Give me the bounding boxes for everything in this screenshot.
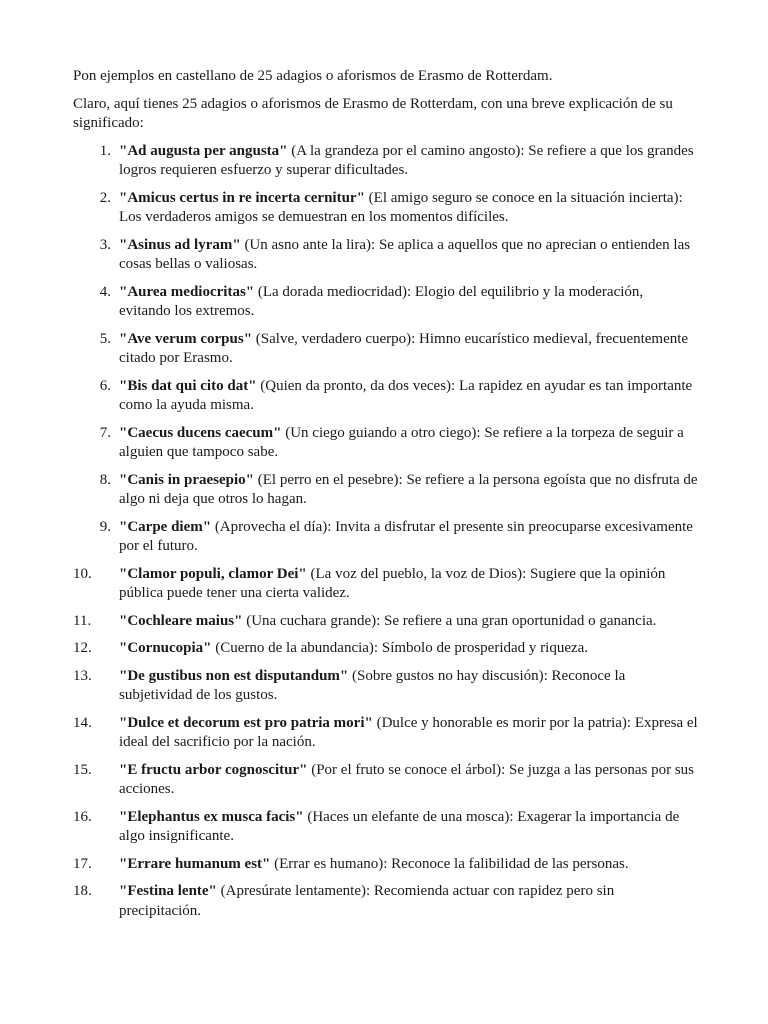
adage-latin-term: "Festina lente" bbox=[119, 883, 217, 899]
adage-latin-term: "Cochleare maius" bbox=[119, 612, 243, 629]
list-item bbox=[73, 236, 698, 275]
list-item bbox=[73, 761, 698, 800]
user-question: Pon ejemplos en castellano de 25 adagios o aforismos de Erasmo de Rotterdam. bbox=[73, 68, 553, 84]
list-item bbox=[73, 565, 698, 604]
adage-explanation: (A la grandeza por el camino angosto): Se refiere a que los grandes logros requieren esfuerzo y superar dificultades. bbox=[119, 142, 694, 178]
list-item bbox=[73, 330, 698, 369]
adage-latin-term: "De gustibus non est disputandum" bbox=[119, 667, 349, 684]
list-item-number: 16. bbox=[73, 808, 92, 825]
adage-latin-term: "Clamor populi, clamor Dei" bbox=[119, 565, 307, 582]
list-item-number: 12. bbox=[73, 640, 92, 656]
list-item-number: 11. bbox=[73, 612, 92, 629]
list-item bbox=[73, 471, 698, 510]
adage-explanation: (Haces un elefante de una mosca): Exagerar la importancia de algo insignificante. bbox=[119, 808, 680, 844]
adage-explanation: (Por el fruto se conoce el árbol): Se juzga a las personas por sus acciones. bbox=[119, 761, 695, 797]
list-item bbox=[73, 714, 698, 753]
adage-latin-term: "Elephantus ex musca facis" bbox=[119, 808, 304, 825]
adage-latin-term: "Cornucopia" bbox=[119, 640, 212, 656]
adage-explanation: (Cuerno de la abundancia): Símbolo de prosperidad y riqueza. bbox=[211, 640, 589, 656]
adage-explanation: (Salve, verdadero cuerpo): Himno eucarístico medieval, frecuentemente citado por Erasmo. bbox=[119, 330, 689, 366]
adage-latin-term: "E fructu arbor cognoscitur" bbox=[119, 761, 308, 778]
adage-latin-term: "Bis dat qui cito dat" bbox=[119, 377, 257, 394]
list-item-number: 13. bbox=[73, 667, 92, 684]
adage-explanation: (Quien da pronto, da dos veces): La rapidez en ayudar es tan importante como la ayuda misma. bbox=[119, 377, 693, 413]
list-item-number: 5. bbox=[99, 330, 111, 347]
adages-list bbox=[73, 142, 698, 922]
list-item bbox=[73, 377, 698, 416]
adage-explanation: (Aprovecha el día): Invita a disfrutar el presente sin preocuparse excesivamente por el futuro. bbox=[119, 518, 693, 554]
list-item bbox=[73, 808, 698, 847]
adage-latin-term: "Asinus ad lyram" bbox=[119, 236, 241, 253]
adage-explanation: (Apresúrate lentamente): Recomienda actuar con rapidez pero sin precipitación. bbox=[119, 883, 615, 919]
adage-explanation: (Un asno ante la lira): Se aplica a aquellos que no aprecian o entienden las cosas bellas o valiosas. bbox=[119, 236, 691, 272]
adage-explanation: (Una cuchara grande): Se refiere a una gran oportunidad o ganancia. bbox=[242, 612, 657, 629]
adage-explanation: (El amigo seguro se conoce en la situación incierta): Los verdaderos amigos se demuestran en los momentos difíciles. bbox=[119, 189, 683, 225]
list-item-number: 3. bbox=[99, 236, 111, 253]
adage-latin-term: "Dulce et decorum est pro patria mori" bbox=[119, 714, 373, 731]
list-item-number: 1. bbox=[99, 142, 111, 159]
list-item bbox=[73, 142, 698, 181]
adage-latin-term: "Canis in praesepio" bbox=[119, 471, 255, 488]
adage-latin-term: "Carpe diem" bbox=[119, 518, 212, 535]
adage-explanation: (Dulce y honorable es morir por la patria): Expresa el ideal del sacrificio por la nación. bbox=[119, 714, 698, 750]
list-item bbox=[73, 189, 698, 228]
adage-latin-term: "Caecus ducens caecum" bbox=[119, 424, 282, 441]
adage-explanation: (Sobre gustos no hay discusión): Reconoce la subjetividad de los gustos. bbox=[119, 667, 626, 703]
list-item-number: 6. bbox=[99, 377, 111, 394]
list-item-number: 15. bbox=[73, 761, 92, 778]
list-item bbox=[73, 612, 698, 632]
list-item-number: 7. bbox=[99, 424, 111, 441]
list-item bbox=[73, 667, 698, 706]
list-item bbox=[73, 283, 698, 322]
adage-latin-term: "Ad augusta per angusta" bbox=[119, 142, 288, 159]
list-item bbox=[73, 639, 698, 659]
list-item-number: 4. bbox=[99, 283, 111, 300]
list-item bbox=[73, 518, 698, 557]
adage-explanation: (La voz del pueblo, la voz de Dios): Sugiere que la opinión pública puede tener una cierta validez. bbox=[119, 565, 666, 601]
list-item-number: 14. bbox=[73, 714, 92, 731]
list-item bbox=[73, 882, 698, 921]
list-item-number: 8. bbox=[99, 471, 111, 488]
list-item bbox=[73, 424, 698, 463]
adage-explanation: (La dorada mediocridad): Elogio del equilibrio y la moderación, evitando los extremos. bbox=[119, 283, 644, 319]
adage-latin-term: "Aurea mediocritas" bbox=[119, 283, 255, 300]
adage-explanation: (El perro en el pesebre): Se refiere a la persona egoísta que no disfruta de algo ni deja que otros lo hagan. bbox=[119, 471, 698, 507]
list-item-number: 2. bbox=[99, 189, 111, 206]
adage-latin-term: "Ave verum corpus" bbox=[119, 330, 253, 347]
list-item bbox=[73, 855, 698, 875]
adage-latin-term: "Errare humanum est" bbox=[119, 855, 271, 872]
list-item-number: 18. bbox=[73, 883, 92, 899]
response-intro: Claro, aquí tienes 25 adagios o aforismos de Erasmo de Rotterdam, con una breve explicación de su significado: bbox=[73, 95, 673, 131]
list-item-number: 17. bbox=[73, 855, 92, 872]
list-item-number: 9. bbox=[99, 518, 111, 535]
adage-explanation: (Un ciego guiando a otro ciego): Se refiere a la torpeza de seguir a alguien que tampoco sabe. bbox=[119, 424, 684, 460]
list-item-number: 10. bbox=[73, 565, 92, 582]
adage-latin-term: "Amicus certus in re incerta cernitur" bbox=[119, 189, 365, 206]
adage-explanation: (Errar es humano): Reconoce la falibilidad de las personas. bbox=[270, 855, 629, 872]
